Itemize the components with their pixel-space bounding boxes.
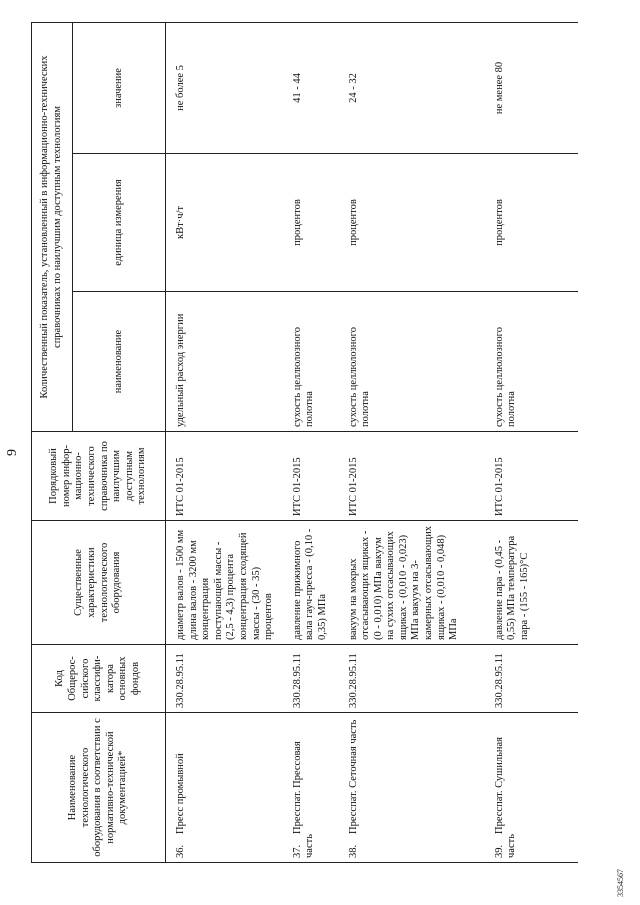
header-indicator-group: Количественный показатель, установленный в информационно-технических справочниках по наилучшим доступным технологиям bbox=[32, 22, 73, 431]
table-row bbox=[488, 22, 578, 862]
table-row bbox=[166, 22, 286, 862]
row-characteristics: диаметр валов - 1500 мм длина валов - 3200 мм концентрация поступающей массы - (2,5 - 4,3) процента концентрация сходящей массы - (30 - 35) процентов bbox=[166, 521, 286, 645]
row-code: 330.28.95.11 bbox=[342, 645, 488, 713]
row-unit: процентов bbox=[286, 154, 342, 292]
row-value: 41 - 44 bbox=[286, 22, 342, 153]
header-reference-number: Порядковый номер инфор-мационно-технического справочника по наилучшим доступным технологиям bbox=[32, 432, 166, 521]
row-number: 39. bbox=[493, 844, 505, 858]
row-value: не более 5 bbox=[166, 22, 286, 153]
footer-code: 3354567 bbox=[616, 869, 625, 897]
row-name: Пресспат. Прессовая часть bbox=[291, 741, 316, 858]
row-characteristics: давление прижимного вала гауч-пресса - (0,10 - 0,35) МПа bbox=[286, 521, 342, 645]
row-name-cell bbox=[166, 713, 286, 863]
row-indicator: сухость целлюлозного полотна bbox=[488, 292, 578, 432]
row-name: Пресспат. Сеточная часть bbox=[347, 719, 359, 834]
row-indicator: удельный расход энергии bbox=[166, 292, 286, 432]
row-characteristics: давление пара - (0,45 - 0,55) МПа температура пара - (155 - 165)°С bbox=[488, 521, 578, 645]
row-value: 24 - 32 bbox=[342, 22, 488, 153]
row-number: 38. bbox=[347, 844, 359, 858]
equipment-table bbox=[31, 22, 578, 863]
table-row bbox=[286, 22, 342, 862]
header-value: значение bbox=[73, 22, 166, 153]
row-reference: ИТС 01-2015 bbox=[488, 432, 578, 521]
header-unit: единица измерения bbox=[73, 154, 166, 292]
row-name-cell bbox=[488, 713, 578, 863]
row-indicator: сухость целлюлозного полотна bbox=[342, 292, 488, 432]
row-reference: ИТС 01-2015 bbox=[286, 432, 342, 521]
row-name-cell bbox=[342, 713, 488, 863]
row-code: 330.28.95.11 bbox=[166, 645, 286, 713]
row-code: 330.28.95.11 bbox=[286, 645, 342, 713]
row-value: не менее 80 bbox=[488, 22, 578, 153]
row-name: Пресспат. Сушильная часть bbox=[493, 737, 518, 858]
row-reference: ИТС 01-2015 bbox=[166, 432, 286, 521]
page-number: 9 bbox=[5, 449, 20, 456]
row-number: 36. bbox=[175, 844, 186, 858]
row-name: Пресс промывной bbox=[175, 753, 186, 834]
header-name: Наименование технологического оборудования в соответствии с нормативно-технической документацией* bbox=[32, 713, 166, 863]
row-indicator: сухость целлюлозного полотна bbox=[286, 292, 342, 432]
header-code: Код Общерос-сийского классифи-катора основных фондов bbox=[32, 645, 166, 713]
header-row bbox=[32, 22, 73, 862]
header-characteristics: Существенные характеристики технологического оборудования bbox=[32, 521, 166, 645]
row-unit: кВт·ч/т bbox=[166, 154, 286, 292]
row-unit: процентов bbox=[488, 154, 578, 292]
row-name-cell bbox=[286, 713, 342, 863]
row-unit: процентов bbox=[342, 154, 488, 292]
row-code: 330.28.95.11 bbox=[488, 645, 578, 713]
row-characteristics: вакуум на мокрых отсасывающих ящиках - (0 - 0,010) МПа вакуум на сухих отсасывающих ящиках - (0,010 - 0,023) МПа вакуум на 3-камерных отсасывающих ящиках - (0,010 - 0,048) МПа bbox=[342, 521, 488, 645]
row-number: 37. bbox=[291, 844, 303, 858]
row-reference: ИТС 01-2015 bbox=[342, 432, 488, 521]
header-indicator-name: наименование bbox=[73, 292, 166, 432]
table-row bbox=[342, 22, 488, 862]
